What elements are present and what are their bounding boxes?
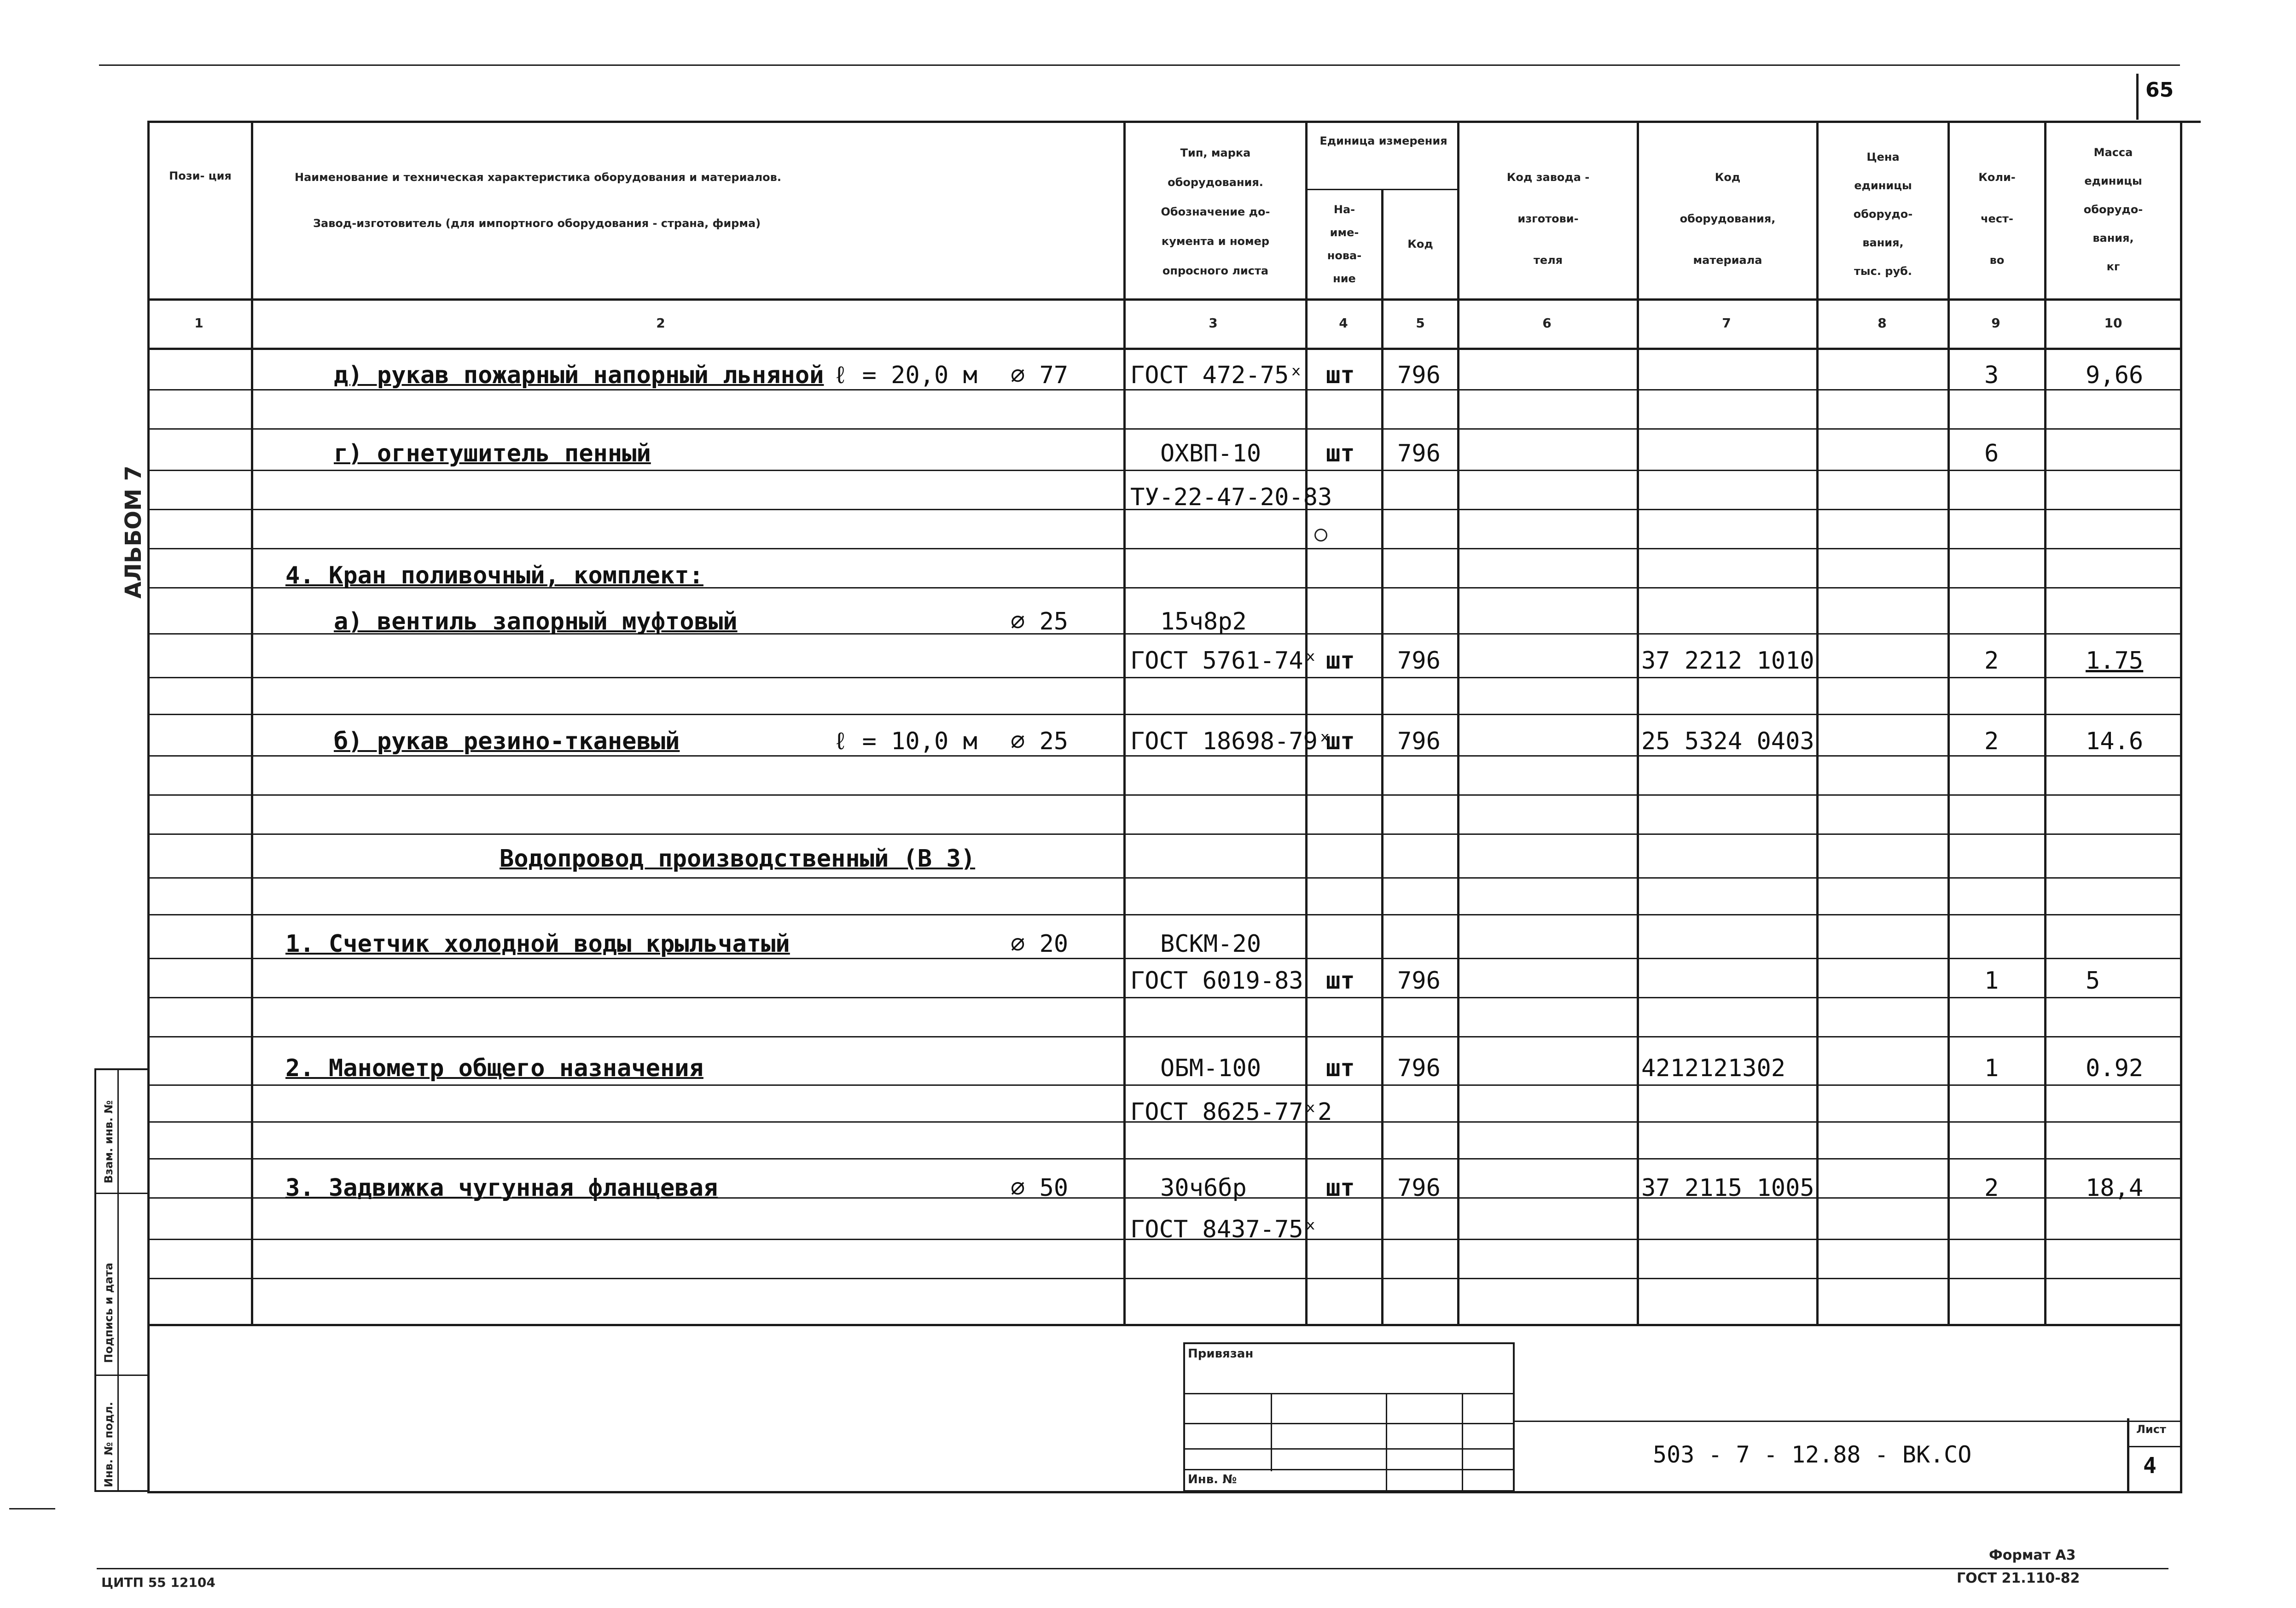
item-mass: 5 <box>2086 967 2100 995</box>
item-mass: 14.6 <box>2086 728 2144 755</box>
row-divider <box>147 794 2182 796</box>
hdr-mass-2: единицы <box>2084 175 2142 187</box>
corner-box-left <box>2136 74 2139 120</box>
item-qty: 2 <box>1984 1174 1999 1202</box>
row-divider <box>147 1084 2182 1086</box>
sheet-label: Лист <box>2136 1423 2166 1436</box>
colnum-5: 5 <box>1416 315 1425 331</box>
units-sub-line <box>1305 189 1457 190</box>
item-param: ℓ = 10,0 м <box>833 728 977 755</box>
hdr-price-1: Цена <box>1866 151 1900 163</box>
item-material-code: 37 2115 1005 <box>1641 1174 1814 1202</box>
gost-label: ГОСТ 21.110-82 <box>1957 1570 2080 1586</box>
privyazan-vline1 <box>1271 1393 1272 1471</box>
hdr-mass-1: Масса <box>2093 146 2133 159</box>
item-unit-code: 796 <box>1397 1055 1441 1082</box>
item-mass: 0.92 <box>2086 1055 2144 1082</box>
item-unit: шт <box>1326 647 1355 675</box>
frame-right <box>2180 121 2182 1493</box>
colnum-4: 4 <box>1339 315 1348 331</box>
table-bottom-line <box>147 1324 2182 1326</box>
item-mass: 18,4 <box>2086 1174 2144 1202</box>
col-line-2 <box>1123 121 1126 1325</box>
hdr-type-3: Обозначение до- <box>1161 205 1270 218</box>
frame-bottom <box>147 1491 2182 1493</box>
col-line-1 <box>251 121 253 1325</box>
privyazan-line2 <box>1183 1423 1515 1424</box>
designation-top-line <box>1515 1421 2182 1422</box>
item-name: 1. Счетчик холодной воды крыльчатый <box>285 930 790 958</box>
item-name: 2. Манометр общего назначения <box>285 1055 703 1082</box>
row-divider <box>147 1036 2182 1037</box>
hdr-matcode-3: материала <box>1693 254 1762 267</box>
privyazan-line1 <box>1183 1393 1515 1394</box>
item-unit: шт <box>1326 1174 1355 1202</box>
col-line-9 <box>2044 121 2046 1325</box>
item-type: ГОСТ 8437-75ˣ <box>1130 1216 1318 1243</box>
item-material-code: 4212121302 <box>1641 1055 1786 1082</box>
row-divider <box>147 428 2182 430</box>
item-type: ВСКМ-20 <box>1160 930 1261 958</box>
item-name: а) вентиль запорный муфтовый <box>334 608 738 635</box>
col-line-8 <box>1947 121 1950 1325</box>
row-divider <box>147 548 2182 549</box>
hdr-matcode-1: Код <box>1715 171 1741 184</box>
left-margin-mark <box>9 1508 55 1509</box>
item-diameter: ∅ 25 <box>1011 608 1069 635</box>
col-line-4 <box>1381 189 1383 1325</box>
item-diameter: ∅ 50 <box>1011 1174 1069 1202</box>
hdr-name-line1: Наименование и техническая характеристика оборудования и материалов. <box>295 171 781 184</box>
hdr-factory-block <box>1459 157 1637 281</box>
sheet-corner-number: 65 <box>2145 78 2174 102</box>
colnum-6: 6 <box>1542 315 1552 331</box>
side-stamp-sign: Подпись и дата <box>102 1263 115 1363</box>
hdr-unit-name-3: нова- <box>1327 249 1362 262</box>
privyazan-label: Привязан <box>1188 1347 1254 1361</box>
hdr-type-block <box>1126 138 1305 285</box>
hdr-qty-2: чест- <box>1981 212 2013 225</box>
row-divider <box>147 677 2182 678</box>
hdr-price-4: вания, <box>1862 236 1904 249</box>
hdr-matcode-2: оборудования, <box>1680 212 1776 225</box>
hdr-type-1: Тип, марка <box>1180 146 1251 159</box>
item-name: д) рукав пожарный напорный льняной <box>334 361 824 389</box>
row-divider <box>147 389 2182 390</box>
hdr-type-4: кумента и номер <box>1161 235 1270 248</box>
item-name: 4. Кран поливочный, комплект: <box>285 562 703 589</box>
side-stamp-inv: Инв. № подл. <box>102 1402 115 1487</box>
item-qty: 1 <box>1984 1055 1999 1082</box>
item-unit-code: 796 <box>1397 440 1441 467</box>
hdr-matcode-block <box>1639 157 1816 281</box>
item-material-code: 37 2212 1010 <box>1641 647 1814 675</box>
privyazan-vline3 <box>1462 1393 1463 1492</box>
row-divider <box>147 470 2182 471</box>
colnum-2: 2 <box>656 315 665 331</box>
footer-rule <box>97 1568 2168 1569</box>
side-stamp-div1 <box>94 1193 150 1194</box>
item-qty: 1 <box>1984 967 1999 995</box>
item-type: ГОСТ 8625-77ˣ2 <box>1130 1098 1332 1126</box>
item-unit: шт <box>1326 1055 1355 1082</box>
privyazan-line4 <box>1183 1469 1515 1470</box>
row-divider <box>147 914 2182 915</box>
hdr-name-line2: Завод-изготовитель (для импортного оборудования - страна, фирма) <box>313 217 761 230</box>
hdr-qty-3: во <box>1989 254 2005 267</box>
item-qty: 2 <box>1984 728 1999 755</box>
item-mass: 9,66 <box>2086 361 2144 389</box>
hdr-unit-name-2: име- <box>1330 226 1359 239</box>
row-divider <box>147 958 2182 959</box>
item-param: ℓ = 20,0 м <box>833 361 977 389</box>
item-qty: 2 <box>1984 647 1999 675</box>
colnum-8: 8 <box>1877 315 1887 331</box>
item-diameter: ∅ 77 <box>1011 361 1069 389</box>
row-divider <box>147 877 2182 879</box>
sheet-box-left <box>2127 1418 2129 1492</box>
sheet-box-line <box>2127 1446 2182 1447</box>
item-type: 30ч6бр <box>1160 1174 1247 1202</box>
row-divider <box>147 997 2182 998</box>
hdr-unit-name-1: На- <box>1333 203 1355 216</box>
hdr-unit-code: Код <box>1407 238 1433 251</box>
hdr-position: Пози- ция <box>169 169 232 182</box>
privyazan-vline2 <box>1386 1393 1387 1492</box>
hdr-price-3: оборудо- <box>1853 208 1913 221</box>
top-rule <box>99 64 2180 66</box>
item-unit-code: 796 <box>1397 728 1441 755</box>
circle-mark-icon <box>1314 529 1327 542</box>
item-type: ГОСТ 6019-83 <box>1130 967 1303 995</box>
inv-no-label: Инв. № <box>1188 1473 1237 1486</box>
col-line-5 <box>1457 121 1459 1325</box>
frame-top <box>147 121 2201 123</box>
item-type: ГОСТ 472-75ˣ <box>1130 361 1303 389</box>
side-stamp-div2 <box>94 1375 150 1376</box>
item-unit: шт <box>1326 967 1355 995</box>
hdr-unit-name-block <box>1308 198 1381 290</box>
hdr-price-2: единицы <box>1854 179 1912 192</box>
hdr-factory-2: изготови- <box>1517 212 1579 225</box>
row-divider <box>147 755 2182 757</box>
hdr-type-5: опросного листа <box>1162 264 1269 277</box>
hdr-qty-block <box>1950 157 2044 281</box>
colnum-3: 3 <box>1209 315 1218 331</box>
item-unit-code: 796 <box>1397 647 1441 675</box>
item-type: 15ч8р2 <box>1160 608 1247 635</box>
side-stamp-repl: Взам. инв. № <box>102 1100 115 1183</box>
hdr-mass-5: кг <box>2106 260 2120 273</box>
colnum-10: 10 <box>2104 315 2122 331</box>
hdr-type-2: оборудования. <box>1168 176 1263 189</box>
item-type: ТУ-22-47-20-83 <box>1130 484 1332 511</box>
item-mass: 1.75 <box>2086 647 2144 675</box>
item-qty: 3 <box>1984 361 1999 389</box>
row-divider <box>147 1158 2182 1159</box>
item-type: ГОСТ 5761-74ˣ <box>1130 647 1318 675</box>
col-line-7 <box>1816 121 1819 1325</box>
item-name: г) огнетушитель пенный <box>334 440 651 467</box>
col-line-3 <box>1305 121 1308 1325</box>
item-unit-code: 796 <box>1397 967 1441 995</box>
hdr-price-5: тыс. руб. <box>1854 265 1912 278</box>
item-type: ОХВП-10 <box>1160 440 1261 467</box>
header-bottom-line <box>147 298 2182 301</box>
hdr-factory-1: Код завода - <box>1506 171 1590 184</box>
item-unit: шт <box>1326 440 1355 467</box>
document-designation: 503 - 7 - 12.88 - ВК.СО <box>1653 1441 1972 1468</box>
item-unit: шт <box>1326 728 1355 755</box>
sheet-number: 4 <box>2143 1453 2156 1479</box>
hdr-qty-1: Коли- <box>1978 171 2016 184</box>
item-diameter: ∅ 25 <box>1011 728 1069 755</box>
hdr-mass-3: оборудо- <box>2083 203 2143 216</box>
side-stamp-div3 <box>117 1068 119 1492</box>
citp-label: ЦИТП 55 12104 <box>101 1575 215 1590</box>
hdr-unit-name-4: ние <box>1333 272 1356 285</box>
item-type: ГОСТ 18698-79ˣ <box>1130 728 1332 755</box>
item-unit: шт <box>1326 361 1355 389</box>
hdr-mass-4: вания, <box>2093 232 2134 245</box>
item-name: б) рукав резино-тканевый <box>334 728 680 755</box>
row-divider <box>147 833 2182 835</box>
item-qty: 6 <box>1984 440 1999 467</box>
item-unit-code: 796 <box>1397 1174 1441 1202</box>
item-unit-code: 796 <box>1397 361 1441 389</box>
colnum-7: 7 <box>1722 315 1731 331</box>
hdr-price-block <box>1819 143 1947 285</box>
colnum-9: 9 <box>1991 315 2000 331</box>
hdr-units-group: Единица измерения <box>1319 134 1447 147</box>
item-type: ОБМ-100 <box>1160 1055 1261 1082</box>
colnum-bottom-line <box>147 348 2182 350</box>
colnum-1: 1 <box>194 315 203 331</box>
album-label: АЛЬБОМ 7 <box>121 466 146 599</box>
item-diameter: ∅ 20 <box>1011 930 1069 958</box>
format-label: Формат А3 <box>1989 1547 2076 1563</box>
hdr-mass-block <box>2046 138 2180 281</box>
privyazan-line3 <box>1183 1448 1515 1450</box>
item-material-code: 25 5324 0403 <box>1641 728 1814 755</box>
hdr-factory-3: теля <box>1533 254 1563 267</box>
item-name: 3. Задвижка чугунная фланцевая <box>285 1174 718 1202</box>
row-divider <box>147 714 2182 715</box>
section-heading: Водопровод производственный (В 3) <box>500 845 976 873</box>
col-line-6 <box>1637 121 1639 1325</box>
row-divider <box>147 1278 2182 1279</box>
